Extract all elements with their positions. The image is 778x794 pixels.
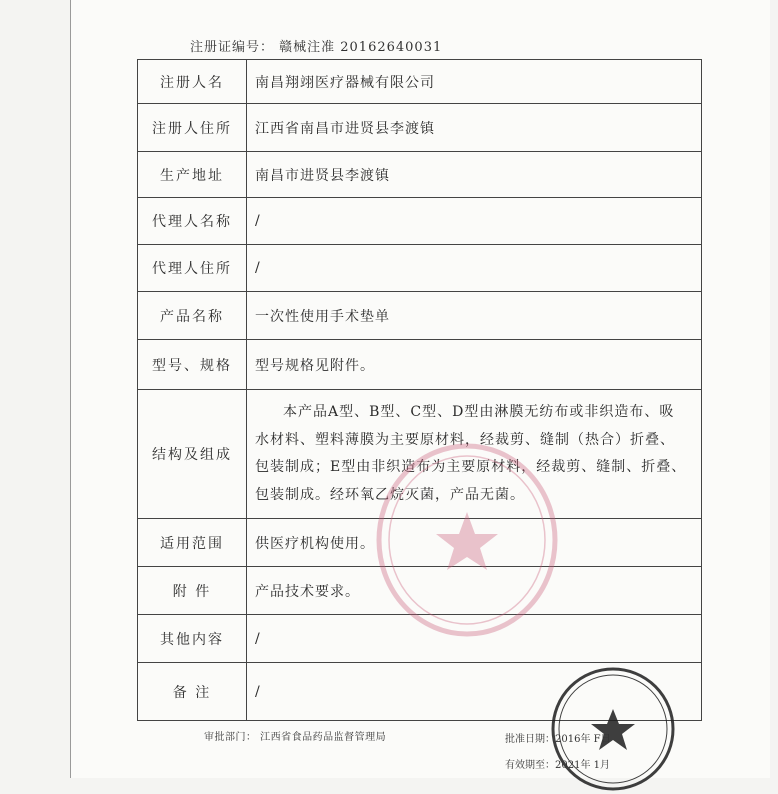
- table-row: [138, 60, 702, 104]
- row-label: 适用范围: [138, 519, 247, 567]
- table-row: [138, 292, 702, 340]
- row-value: /: [247, 245, 702, 292]
- row-value: 江西省南昌市进贤县李渡镇: [247, 104, 702, 152]
- table-row: [138, 245, 702, 292]
- row-label: 结构及组成: [138, 390, 247, 519]
- row-value: 南昌翔翊医疗器械有限公司: [247, 60, 702, 104]
- row-value: 一次性使用手术垫单: [247, 292, 702, 340]
- approval-date: 批准日期：2016年 F日: [505, 734, 611, 745]
- row-value: /: [247, 198, 702, 245]
- row-label: 代理人住所: [138, 245, 247, 292]
- registration-number: 注册证编号： 赣械注准 20162640031: [190, 40, 443, 55]
- row-label: 附 件: [138, 567, 247, 615]
- table-row: [138, 152, 702, 198]
- row-value: 型号规格见附件。: [247, 340, 702, 390]
- row-value: 南昌市进贤县李渡镇: [247, 152, 702, 198]
- red-seal-stamp: [372, 440, 562, 640]
- structure-text: 本产品A型、B型、C型、D型由淋膜无纺布或非织造布、吸水材料、塑料薄膜为主要原材料，经裁剪、缝制（热合）折叠、包装制成；E型由非织造布为主要原材料，经裁剪、缝制、折叠、包装制成。经环氧乙烷灭菌，产品无菌。: [255, 404, 687, 503]
- row-value: /: [247, 615, 702, 663]
- row-label: 代理人名称: [138, 198, 247, 245]
- row-label: 注册人名: [138, 60, 247, 104]
- paper-edge: [70, 0, 71, 778]
- row-value: 供医疗机构使用。: [247, 519, 702, 567]
- row-label: 生产地址: [138, 152, 247, 198]
- valid-until: 有效期至：2021年 1月: [505, 760, 610, 771]
- row-label: 型号、规格: [138, 340, 247, 390]
- table-row: [138, 104, 702, 152]
- approval-department: 审批部门： 江西省食品药品监督管理局: [204, 732, 387, 743]
- row-label: 产品名称: [138, 292, 247, 340]
- row-value: 产品技术要求。: [247, 567, 702, 615]
- row-value: /: [247, 663, 702, 721]
- table-row: [138, 198, 702, 245]
- row-label: 其他内容: [138, 615, 247, 663]
- row-label: 备 注: [138, 663, 247, 721]
- table-row: [138, 340, 702, 390]
- row-label: 注册人住所: [138, 104, 247, 152]
- red-seal-star: [436, 512, 498, 570]
- black-seal-stamp: [548, 664, 678, 794]
